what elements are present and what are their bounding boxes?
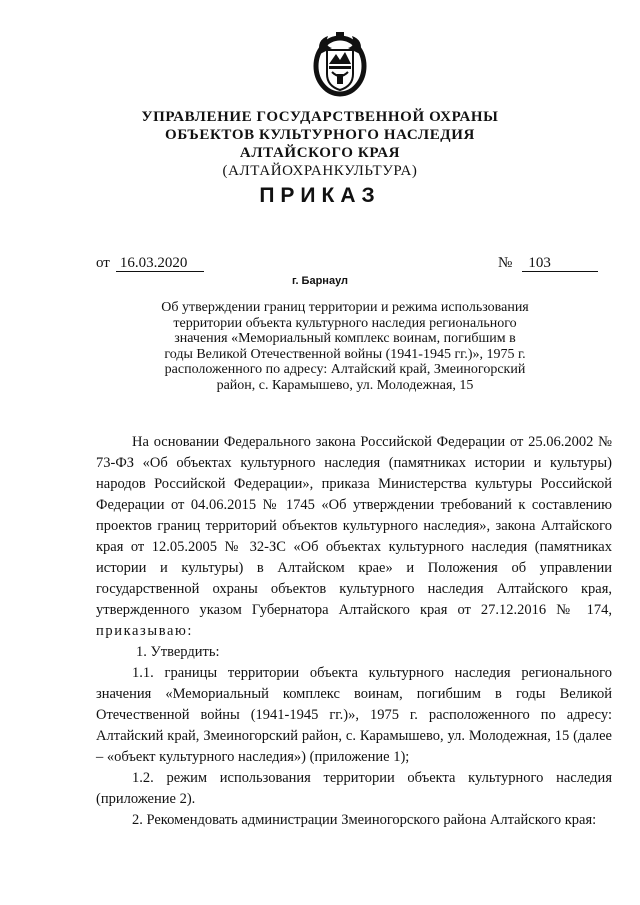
subject-line: территории объекта культурного наследия регионального xyxy=(173,315,517,331)
order-number: 103 xyxy=(522,255,598,272)
org-name-line1: УПРАВЛЕНИЕ ГОСУДАРСТВЕННОЙ ОХРАНЫ xyxy=(141,109,499,125)
item-2: 2. Рекомендовать администрации Змеиногорского района Алтайского края: xyxy=(132,812,597,828)
order-subject xyxy=(140,300,550,393)
city-name: г. Барнаул xyxy=(291,275,349,287)
preamble-paragraph xyxy=(96,432,612,642)
subject-line: район, с. Карамышево, ул. Молодежная, 15 xyxy=(216,377,474,393)
org-name-line2: ОБЪЕКТОВ КУЛЬТУРНОГО НАСЛЕДИЯ xyxy=(165,127,475,143)
subject-line: расположенного по адресу: Алтайский край, Змеиногорский xyxy=(164,362,526,377)
preamble-text: На основании Федерального закона Российской Федерации от 25.06.2002 № 73-ФЗ «Об объектах культурного наследия (памятниках истории и культуры) народов Российской Федерации», приказа Министерства культуры Российской Федерации от 04.06.2015 № 1745 «Об утверждении требований к составлению проектов границ территорий объектов культурного наследия», закона Алтайского края от 12.05.2005 № 32-ЗС «Об объектах культурного наследия (памятниках истории и культуры) в Алтайском крае» и Положения об управлении государственной охраны объектов культурного наследия Алтайского края, утвержденного указом Губернатора Алтайского края от 27.12.2016 № 174, xyxy=(96,434,612,618)
subject-line: значения «Мемориальный комплекс воинам, погибшим в xyxy=(174,331,516,346)
item-1: 1. Утвердить: xyxy=(136,644,220,660)
order-date-row xyxy=(96,255,204,272)
order-date: 16.03.2020 xyxy=(116,255,204,272)
subject-line: годы Великой Отечественной войны (1941-1945 гг.)», 1975 г. xyxy=(164,346,526,362)
org-name-line3: АЛТАЙСКОГО КРАЯ xyxy=(239,145,401,161)
number-prefix: № xyxy=(498,255,513,271)
subject-line: Об утверждении границ территории и режима использования xyxy=(161,300,529,315)
date-prefix: от xyxy=(96,255,110,271)
document-title: ПРИКАЗ xyxy=(259,184,381,207)
item-1-2: 1.2. режим использования территории объекта культурного наследия (приложение 2). xyxy=(96,770,612,807)
order-number-row xyxy=(498,255,598,272)
org-short-name: (АЛТАЙОХРАНКУЛЬТУРА) xyxy=(222,163,418,179)
coat-of-arms-icon xyxy=(310,30,370,98)
order-word: приказываю: xyxy=(96,623,194,639)
order-body xyxy=(96,432,612,831)
item-1-1: 1.1. границы территории объекта культурного наследия регионального значения «Мемориальный комплекс воинам, погибшим в годы Великой Отечественной войны (1941-1945 гг.)», 1975 г. расположенного по адресу: Алтайский край, Змеиногорский район, с. Карамышево, ул. Молодежная, 15 (далее – «объект культурного наследия») (приложение 1); xyxy=(96,665,612,765)
